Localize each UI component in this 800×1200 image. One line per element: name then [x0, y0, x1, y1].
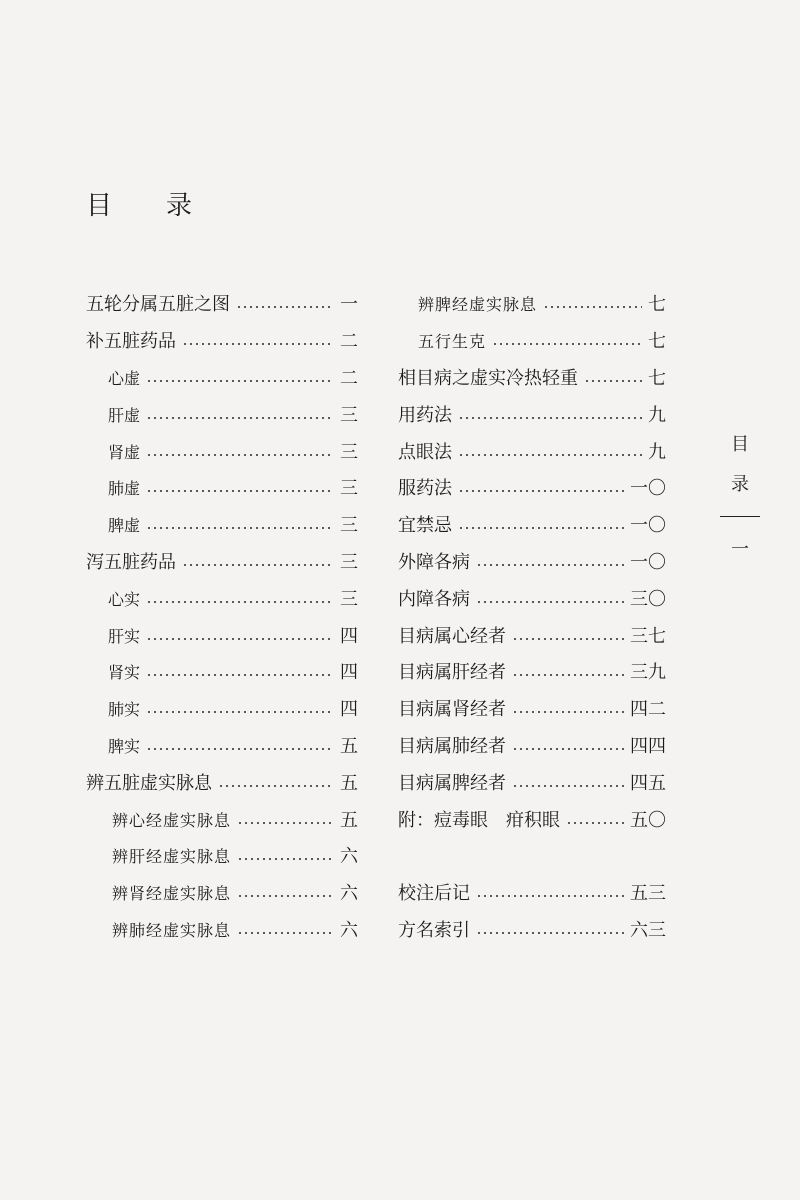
toc-entry[interactable] [86, 802, 358, 839]
toc-page-number: 五 [340, 809, 358, 831]
toc-entry[interactable] [398, 287, 666, 324]
toc-label: 辨肺经虚实脉息 [112, 920, 232, 940]
toc-entry[interactable] [86, 434, 358, 471]
dot-leader [492, 343, 642, 345]
toc-entry[interactable] [398, 618, 666, 655]
toc-entry[interactable] [398, 692, 666, 729]
dot-leader [512, 748, 624, 750]
dot-leader [146, 454, 334, 456]
toc-label: 内障各病 [398, 588, 470, 610]
toc-label-secondary: 疳积眼 [506, 809, 560, 831]
toc-entry[interactable] [86, 545, 358, 582]
toc-page-number: 五 [340, 772, 358, 794]
toc-label: 用药法 [398, 404, 452, 426]
page-number: 一 [731, 539, 749, 560]
dot-leader [146, 380, 334, 382]
toc-entry[interactable] [86, 324, 358, 361]
dot-leader [236, 306, 334, 308]
toc-label: 五轮分属五脏之图 [86, 294, 230, 316]
toc-label: 校注后记 [398, 883, 470, 905]
toc-label: 心虚 [108, 368, 141, 388]
toc-label: 五行生克 [418, 332, 487, 352]
toc-entry[interactable] [398, 324, 666, 361]
toc-label: 肺虚 [108, 479, 141, 499]
toc-label: 宜禁忌 [398, 515, 452, 537]
toc-entry[interactable] [398, 545, 666, 582]
toc-page-number: 二 [340, 367, 358, 389]
toc-label: 辨五脏虚实脉息 [86, 772, 212, 794]
toc-right-column [398, 287, 666, 949]
toc-label: 补五脏药品 [86, 331, 176, 353]
toc-label: 肺实 [108, 700, 141, 720]
toc-label: 相目病之虚实冷热轻重 [398, 367, 578, 389]
toc-label: 辨肾经虚实脉息 [112, 884, 232, 904]
dot-leader [476, 564, 624, 566]
toc-page-number: 一〇 [630, 478, 666, 500]
toc-entry[interactable] [86, 839, 358, 876]
toc-label: 外障各病 [398, 551, 470, 573]
dot-leader [476, 601, 624, 603]
toc-entry[interactable] [398, 876, 666, 913]
toc-entry[interactable] [86, 618, 358, 655]
dot-leader [146, 417, 334, 419]
toc-entry[interactable] [86, 655, 358, 692]
toc-label: 辨肝经虚实脉息 [112, 847, 232, 867]
dot-leader [512, 638, 624, 640]
toc-entry[interactable] [86, 361, 358, 398]
toc-page-number: 一 [340, 294, 358, 316]
dot-leader [458, 527, 624, 529]
dot-leader [146, 638, 334, 640]
toc-label: 方名索引 [398, 919, 470, 941]
toc-entry[interactable] [398, 434, 666, 471]
dot-leader [146, 601, 334, 603]
toc-page-number: 三 [340, 551, 358, 573]
dot-leader [566, 822, 624, 824]
toc-entry[interactable] [398, 913, 666, 950]
dot-leader [146, 490, 334, 492]
toc-entry[interactable] [86, 287, 358, 324]
toc-label: 附：痘毒眼 [398, 809, 488, 831]
toc-label: 目病属肺经者 [398, 735, 506, 757]
toc-label: 目病属肝经者 [398, 662, 506, 684]
dot-leader [512, 785, 624, 787]
dot-leader [146, 674, 334, 676]
toc-page-number: 九 [648, 404, 666, 426]
toc-entry[interactable] [86, 876, 358, 913]
side-tab-rule [720, 516, 760, 517]
toc-entry[interactable] [398, 655, 666, 692]
toc-entry[interactable] [86, 581, 358, 618]
toc-page-number: 六 [340, 883, 358, 905]
toc-page-number: 六 [340, 919, 358, 941]
toc-page-number: 七 [648, 367, 666, 389]
side-tab [718, 430, 762, 561]
dot-leader [182, 564, 334, 566]
toc-entry[interactable] [398, 802, 666, 839]
toc-entry[interactable] [398, 508, 666, 545]
toc-page-number: 四 [340, 699, 358, 721]
dot-leader [237, 822, 334, 824]
dot-leader [512, 711, 624, 713]
dot-leader [237, 932, 334, 934]
toc-page-number: 五〇 [630, 809, 666, 831]
toc-page-number: 四二 [630, 699, 666, 721]
dot-leader [218, 785, 334, 787]
toc-page-number: 六 [340, 846, 358, 868]
toc-label: 肾虚 [108, 442, 141, 462]
toc-label: 肾实 [108, 663, 141, 683]
dot-leader [476, 932, 624, 934]
side-tab-char: 目 [731, 434, 749, 455]
toc-label: 点眼法 [398, 441, 452, 463]
dot-leader [476, 895, 624, 897]
toc-entry[interactable] [398, 581, 666, 618]
toc-entry[interactable] [398, 361, 666, 398]
toc-label: 辨心经虚实脉息 [112, 810, 232, 830]
toc-page-number: 三 [340, 515, 358, 537]
dot-leader [512, 674, 624, 676]
toc-page-number: 四五 [630, 772, 666, 794]
dot-leader [146, 748, 334, 750]
toc-entry[interactable] [398, 471, 666, 508]
dot-leader [458, 454, 642, 456]
toc-entry[interactable] [86, 692, 358, 729]
toc-left-column [86, 287, 358, 949]
toc-entry[interactable] [398, 765, 666, 802]
toc-page-number: 三 [340, 441, 358, 463]
toc-entry[interactable] [86, 913, 358, 950]
toc-label: 辨脾经虚实脉息 [418, 295, 538, 315]
toc-label: 肝虚 [108, 405, 141, 425]
toc-entry[interactable] [398, 397, 666, 434]
dot-leader [237, 895, 334, 897]
dot-leader [458, 417, 642, 419]
toc-label: 心实 [108, 589, 141, 609]
toc-entry[interactable] [86, 508, 358, 545]
toc-page-number: 七 [648, 331, 666, 353]
toc-entry[interactable] [86, 765, 358, 802]
toc-page-number: 三 [340, 478, 358, 500]
toc-page-number: 三九 [630, 662, 666, 684]
toc-label: 肝实 [108, 626, 141, 646]
toc-label: 目病属肾经者 [398, 699, 506, 721]
toc-page-number: 二 [340, 331, 358, 353]
toc-page-number: 三 [340, 404, 358, 426]
toc-label: 泻五脏药品 [86, 551, 176, 573]
toc-page-number: 三 [340, 588, 358, 610]
toc-entry[interactable] [86, 397, 358, 434]
toc-page-number: 三七 [630, 625, 666, 647]
side-tab-char: 录 [731, 474, 749, 495]
dot-leader [182, 343, 334, 345]
toc-page-number: 五 [340, 735, 358, 757]
toc-label: 服药法 [398, 478, 452, 500]
toc-label: 目病属心经者 [398, 625, 506, 647]
toc-page-number: 五三 [630, 883, 666, 905]
dot-leader [146, 711, 334, 713]
dot-leader [237, 858, 334, 860]
toc-label: 脾虚 [108, 516, 141, 536]
toc-entry[interactable] [86, 471, 358, 508]
toc-page-number: 六三 [630, 919, 666, 941]
toc-page-number: 四四 [630, 735, 666, 757]
toc-label: 目病属脾经者 [398, 772, 506, 794]
toc-page-number: 九 [648, 441, 666, 463]
toc-page-number: 四 [340, 625, 358, 647]
toc-entry[interactable] [398, 729, 666, 766]
toc-page-number: 七 [648, 294, 666, 316]
toc-page-number: 一〇 [630, 551, 666, 573]
toc-page-number: 三〇 [630, 588, 666, 610]
dot-leader [543, 306, 642, 308]
toc-label: 脾实 [108, 736, 141, 756]
toc-page-number: 一〇 [630, 515, 666, 537]
page-title: 目 录 [86, 191, 207, 222]
dot-leader [584, 380, 642, 382]
toc-entry[interactable] [86, 729, 358, 766]
dot-leader [458, 490, 624, 492]
dot-leader [146, 527, 334, 529]
toc-page-number: 四 [340, 662, 358, 684]
